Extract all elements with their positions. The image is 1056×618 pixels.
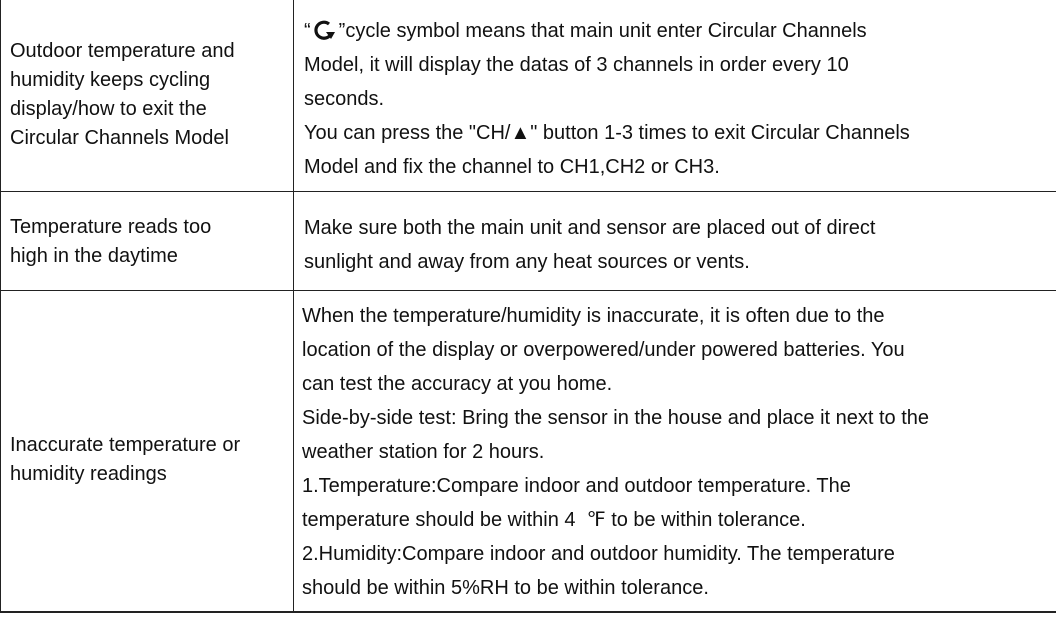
problem-line: Temperature reads too <box>10 216 212 238</box>
solution-cell <box>304 211 1056 279</box>
problem-line: humidity keeps cycling <box>10 69 211 91</box>
problem-cell <box>10 213 290 271</box>
solution-line: location of the display or overpowered/under powered batteries. You <box>302 339 905 361</box>
solution-cell <box>304 14 1056 184</box>
problem-line: Outdoor temperature and <box>10 40 235 62</box>
solution-line: Side-by-side test: Bring the sensor in the house and place it next to the <box>302 407 930 429</box>
solution-cell <box>302 299 1054 605</box>
column-divider <box>293 0 294 612</box>
solution-line: Model, it will display the datas of 3 channels in order every 10 <box>304 54 849 76</box>
solution-line: 1.Temperature:Compare indoor and outdoor temperature. The <box>302 475 851 497</box>
problem-line: Circular Channels Model <box>10 127 229 149</box>
cycle-arrow-icon <box>312 18 338 40</box>
row-divider <box>0 290 1056 291</box>
solution-text: ”cycle symbol means that main unit enter Circular Channels <box>338 20 867 42</box>
problem-line: display/how to exit the <box>10 98 207 120</box>
solution-line: temperature should be within 4 ℉ to be within tolerance. <box>302 509 806 531</box>
solution-line: seconds. <box>304 88 385 110</box>
solution-line: weather station for 2 hours. <box>302 441 545 463</box>
solution-line: should be within 5%RH to be within tolerance. <box>302 577 709 599</box>
row-divider <box>0 191 1056 192</box>
solution-line: Model and fix the channel to CH1,CH2 or CH3. <box>304 156 720 178</box>
quote-open: “ <box>304 20 311 42</box>
table-border-bottom <box>0 611 1056 613</box>
problem-line: high in the daytime <box>10 245 178 267</box>
problem-cell <box>10 431 290 489</box>
solution-line: You can press the "CH/▲" button 1-3 times to exit Circular Channels <box>304 122 910 144</box>
problem-line: Inaccurate temperature or <box>10 434 241 456</box>
solution-line: 2.Humidity:Compare indoor and outdoor humidity. The temperature <box>302 543 895 565</box>
solution-line: sunlight and away from any heat sources or vents. <box>304 251 750 273</box>
problem-line: humidity readings <box>10 463 167 485</box>
table-border-left <box>0 0 1 612</box>
problem-cell <box>10 37 290 153</box>
solution-line: When the temperature/humidity is inaccurate, it is often due to the <box>302 305 885 327</box>
solution-line <box>304 14 1056 48</box>
solution-line: can test the accuracy at you home. <box>302 373 613 395</box>
solution-line: Make sure both the main unit and sensor are placed out of direct <box>304 217 876 239</box>
